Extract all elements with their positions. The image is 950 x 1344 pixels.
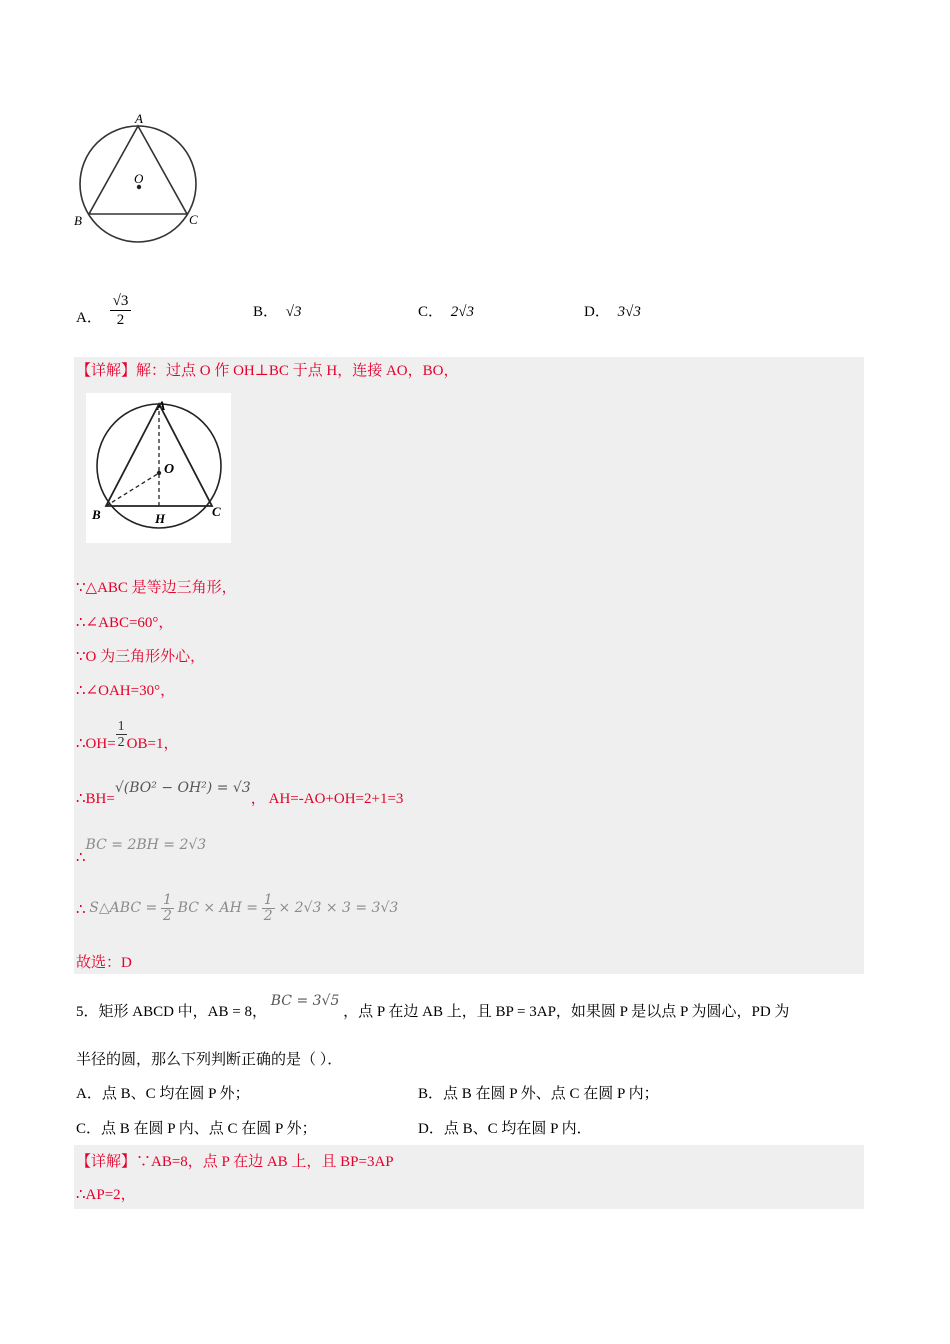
step-7: ∴BC = 2BH = 2√3 — [76, 837, 207, 866]
step-3: ∵O 为三角形外心， — [76, 649, 206, 665]
triangle — [89, 126, 187, 214]
figure-circle-triangle — [74, 110, 214, 250]
step-1: ∵△ABC 是等边三角形， — [76, 580, 237, 596]
step-2: ∴∠ABC=60°， — [76, 615, 174, 631]
option-d: D． 3√3 — [584, 304, 641, 320]
option-c: C． 2√3 — [418, 304, 474, 320]
label2-o: O — [164, 462, 175, 477]
circle-2 — [97, 404, 221, 528]
question-5-line-1: 5．矩形 ABCD 中，AB = 8， BC = 3√5 ，点 P 在边 AB 上，且 BP = 3AP，如果圆 P 是以点 P 为圆心，PD 为 — [76, 993, 790, 1020]
label-c: C — [189, 212, 198, 227]
question-5-option-c: C．点 B 在圆 P 内、点 C 在圆 P 外； — [76, 1121, 317, 1137]
label-a: A — [135, 111, 143, 126]
label-b: B — [74, 213, 82, 228]
step-8-fraction-1: $\frac{1}{2}$ — [162, 892, 172, 924]
step-8-fraction-2: $\frac{1}{2}$ — [263, 892, 273, 924]
step-6: ∴BH=√(BO² − OH²) = √3， AH=-AO+OH=2+1=3 — [76, 780, 404, 807]
step-7-math: BC = 2BH = 2√3 — [85, 837, 207, 853]
label2-b: B — [92, 507, 101, 522]
figure-2-panel — [86, 393, 231, 543]
solution-5-line-2: ∴AP=2， — [76, 1187, 136, 1203]
step-5-fraction: $\frac{1}{2}$ — [117, 719, 125, 750]
label2-a: A — [157, 398, 166, 413]
step-5: ∴OH= $\frac{1}{2}$ OB=1， — [76, 719, 179, 752]
step-8: ∴ S△ABC = $\frac{1}{2}$ BC × AH = $\frac{1}{2}$ × 2√3 × 3 = 3√3 — [76, 892, 399, 924]
step-4: ∴∠OAH=30°， — [76, 683, 176, 699]
label2-h: H — [155, 511, 166, 526]
step-6-math: √(BO² − OH²) = √3 — [114, 780, 251, 796]
label2-c: C — [212, 504, 221, 519]
label-o: O — [134, 171, 144, 186]
solution-5-line-1: 【详解】∵AB=8，点 P 在边 AB 上，且 BP=3AP — [76, 1154, 394, 1170]
question-5-line-2: 半径的圆，那么下列判断正确的是（ ）． — [76, 1052, 343, 1068]
center-dot-2 — [157, 471, 161, 475]
figure-circle-triangle-h — [86, 393, 231, 543]
option-a-fraction: $\frac{√3}{2}$ — [110, 292, 132, 329]
question-5-option-a: A．点 B、C 均在圆 P 外； — [76, 1086, 250, 1102]
question-5-option-b: B．点 B 在圆 P 外、点 C 在圆 P 内； — [418, 1086, 659, 1102]
question-5-option-d: D．点 B、C 均在圆 P 内． — [418, 1121, 592, 1137]
solution-header: 【详解】解：过点 O 作 OH⊥BC 于点 H，连接 AO，BO， — [76, 363, 459, 379]
option-a: A． $\frac{√3}{2}$ — [76, 300, 131, 337]
option-b: B． √3 — [253, 304, 302, 320]
answer: 故选：D — [76, 955, 132, 971]
question-5-math: BC = 3√5 — [270, 993, 340, 1009]
